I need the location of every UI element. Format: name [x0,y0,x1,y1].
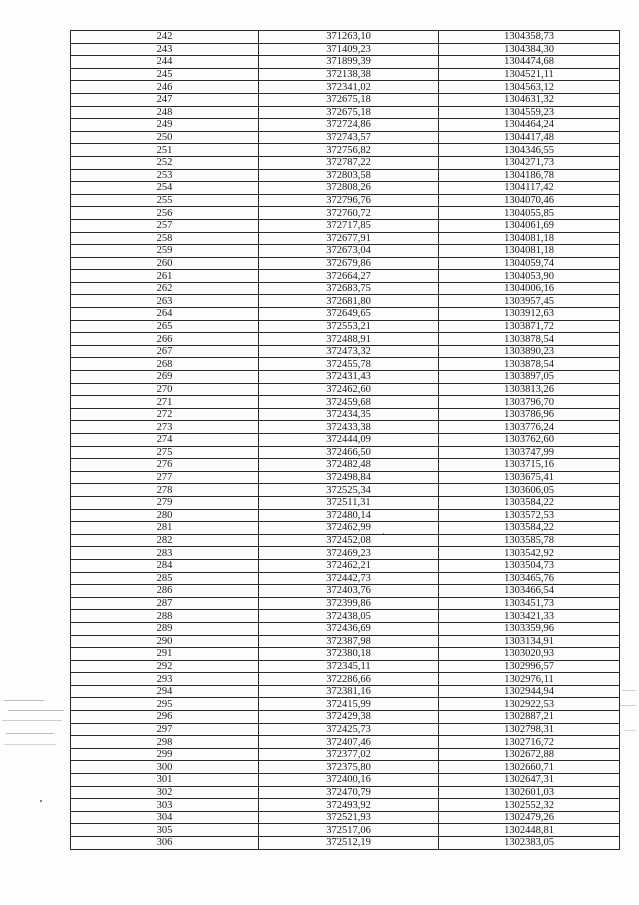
x-coordinate-cell: 372444,09 [259,434,439,447]
x-coordinate-cell: 372387,98 [259,635,439,648]
point-number-cell: 273 [71,421,259,434]
point-number-cell: 255 [71,194,259,207]
point-number-cell: 284 [71,559,259,572]
point-number-cell: 292 [71,660,259,673]
scan-speck [40,800,42,802]
table-row [71,156,620,169]
y-coordinate-cell: 1302601,03 [439,786,620,799]
point-number-cell: 275 [71,446,259,459]
y-coordinate-cell: 1303786,96 [439,408,620,421]
point-number-cell: 303 [71,799,259,812]
x-coordinate-cell: 372803,58 [259,169,439,182]
x-coordinate-cell: 372466,50 [259,446,439,459]
x-coordinate-cell: 372455,78 [259,358,439,371]
point-number-cell: 270 [71,383,259,396]
x-coordinate-cell: 371263,10 [259,31,439,44]
x-coordinate-cell: 372683,75 [259,282,439,295]
y-coordinate-cell: 1304053,90 [439,270,620,283]
point-number-cell: 290 [71,635,259,648]
x-coordinate-cell: 372459,68 [259,396,439,409]
point-number-cell: 280 [71,509,259,522]
scan-artifact [8,710,64,711]
point-number-cell: 277 [71,471,259,484]
point-number-cell: 243 [71,43,259,56]
y-coordinate-cell: 1303542,92 [439,547,620,560]
table-row [71,219,620,232]
x-coordinate-cell: 372436,69 [259,622,439,635]
point-number-cell: 245 [71,68,259,81]
point-number-cell: 287 [71,597,259,610]
table-row [71,333,620,346]
x-coordinate-cell: 372442,73 [259,572,439,585]
table-row [71,761,620,774]
y-coordinate-cell: 1304271,73 [439,156,620,169]
y-coordinate-cell: 1304563,12 [439,81,620,94]
point-number-cell: 288 [71,610,259,623]
y-coordinate-cell: 1302479,26 [439,811,620,824]
point-number-cell: 304 [71,811,259,824]
table-row [71,774,620,787]
y-coordinate-cell: 1302672,88 [439,748,620,761]
table-row [71,786,620,799]
table-row [71,396,620,409]
y-coordinate-cell: 1303776,24 [439,421,620,434]
y-coordinate-cell: 1303878,54 [439,333,620,346]
y-coordinate-cell: 1303504,73 [439,559,620,572]
point-number-cell: 294 [71,685,259,698]
table-row [71,308,620,321]
x-coordinate-cell: 372649,65 [259,308,439,321]
x-coordinate-cell: 372462,60 [259,383,439,396]
y-coordinate-cell: 1304631,32 [439,93,620,106]
table-row [71,408,620,421]
x-coordinate-cell: 372286,66 [259,673,439,686]
coordinates-table-body [71,31,620,850]
point-number-cell: 257 [71,219,259,232]
table-row [71,371,620,384]
point-number-cell: 272 [71,408,259,421]
coordinates-table [70,30,620,850]
point-number-cell: 282 [71,534,259,547]
y-coordinate-cell: 1303585,78 [439,534,620,547]
x-coordinate-cell: 372512,19 [259,837,439,850]
x-coordinate-cell: 372787,22 [259,156,439,169]
point-number-cell: 254 [71,182,259,195]
point-number-cell: 250 [71,131,259,144]
y-coordinate-cell: 1304346,55 [439,144,620,157]
x-coordinate-cell: 372498,84 [259,471,439,484]
point-number-cell: 246 [71,81,259,94]
table-row [71,660,620,673]
y-coordinate-cell: 1302976,11 [439,673,620,686]
x-coordinate-cell: 372429,38 [259,711,439,724]
point-number-cell: 305 [71,824,259,837]
table-row [71,585,620,598]
table-row [71,799,620,812]
point-number-cell: 297 [71,723,259,736]
point-number-cell: 291 [71,648,259,661]
y-coordinate-cell: 1304464,24 [439,119,620,132]
table-row [71,320,620,333]
x-coordinate-cell: 372400,16 [259,774,439,787]
point-number-cell: 269 [71,371,259,384]
x-coordinate-cell: 372480,14 [259,509,439,522]
y-coordinate-cell: 1302647,31 [439,774,620,787]
point-number-cell: 247 [71,93,259,106]
y-coordinate-cell: 1304358,73 [439,31,620,44]
scan-artifact [622,690,636,691]
table-row [71,496,620,509]
x-coordinate-cell: 372808,26 [259,182,439,195]
y-coordinate-cell: 1302996,57 [439,660,620,673]
x-coordinate-cell: 372679,86 [259,257,439,270]
y-coordinate-cell: 1303466,54 [439,585,620,598]
table-row [71,68,620,81]
y-coordinate-cell: 1302887,21 [439,711,620,724]
table-row [71,106,620,119]
scan-artifact [2,720,62,721]
x-coordinate-cell: 372407,46 [259,736,439,749]
y-coordinate-cell: 1302716,72 [439,736,620,749]
x-coordinate-cell: 372677,91 [259,232,439,245]
x-coordinate-cell: 372743,57 [259,131,439,144]
table-row [71,169,620,182]
scan-artifact [4,700,44,701]
scan-speck [383,533,384,534]
point-number-cell: 306 [71,837,259,850]
table-row [71,383,620,396]
x-coordinate-cell: 372431,43 [259,371,439,384]
table-row [71,270,620,283]
y-coordinate-cell: 1303421,33 [439,610,620,623]
point-number-cell: 261 [71,270,259,283]
y-coordinate-cell: 1302552,32 [439,799,620,812]
x-coordinate-cell: 372760,72 [259,207,439,220]
y-coordinate-cell: 1303813,26 [439,383,620,396]
table-row [71,119,620,132]
y-coordinate-cell: 1303359,96 [439,622,620,635]
point-number-cell: 289 [71,622,259,635]
point-number-cell: 283 [71,547,259,560]
y-coordinate-cell: 1303957,45 [439,295,620,308]
table-row [71,56,620,69]
x-coordinate-cell: 372415,99 [259,698,439,711]
y-coordinate-cell: 1303871,72 [439,320,620,333]
point-number-cell: 242 [71,31,259,44]
point-number-cell: 295 [71,698,259,711]
x-coordinate-cell: 372375,80 [259,761,439,774]
x-coordinate-cell: 372488,91 [259,333,439,346]
y-coordinate-cell: 1303465,76 [439,572,620,585]
table-row [71,245,620,258]
y-coordinate-cell: 1304417,48 [439,131,620,144]
y-coordinate-cell: 1304061,69 [439,219,620,232]
y-coordinate-cell: 1302448,81 [439,824,620,837]
x-coordinate-cell: 372469,23 [259,547,439,560]
table-row [71,811,620,824]
y-coordinate-cell: 1303606,05 [439,484,620,497]
table-row [71,434,620,447]
y-coordinate-cell: 1304070,46 [439,194,620,207]
scan-artifact [6,733,54,734]
y-coordinate-cell: 1304474,68 [439,56,620,69]
y-coordinate-cell: 1304081,18 [439,245,620,258]
x-coordinate-cell: 372377,02 [259,748,439,761]
point-number-cell: 279 [71,496,259,509]
point-number-cell: 251 [71,144,259,157]
x-coordinate-cell: 372452,08 [259,534,439,547]
y-coordinate-cell: 1303890,23 [439,345,620,358]
x-coordinate-cell: 372381,16 [259,685,439,698]
table-row [71,522,620,535]
table-row [71,547,620,560]
table-row [71,685,620,698]
point-number-cell: 258 [71,232,259,245]
table-row [71,635,620,648]
x-coordinate-cell: 372675,18 [259,106,439,119]
point-number-cell: 263 [71,295,259,308]
x-coordinate-cell: 372341,02 [259,81,439,94]
point-number-cell: 264 [71,308,259,321]
x-coordinate-cell: 372433,38 [259,421,439,434]
scan-artifact [620,705,636,706]
point-number-cell: 274 [71,434,259,447]
y-coordinate-cell: 1304006,16 [439,282,620,295]
table-row [71,43,620,56]
x-coordinate-cell: 372482,48 [259,459,439,472]
y-coordinate-cell: 1303134,91 [439,635,620,648]
point-number-cell: 281 [71,522,259,535]
point-number-cell: 285 [71,572,259,585]
scan-artifact [624,730,636,731]
point-number-cell: 296 [71,711,259,724]
table-row [71,282,620,295]
x-coordinate-cell: 372345,11 [259,660,439,673]
y-coordinate-cell: 1303715,16 [439,459,620,472]
table-row [71,459,620,472]
table-row [71,81,620,94]
x-coordinate-cell: 372473,32 [259,345,439,358]
scan-artifact [4,744,56,745]
table-row [71,358,620,371]
y-coordinate-cell: 1304186,78 [439,169,620,182]
x-coordinate-cell: 372138,38 [259,68,439,81]
table-row [71,748,620,761]
point-number-cell: 252 [71,156,259,169]
y-coordinate-cell: 1303675,41 [439,471,620,484]
table-row [71,698,620,711]
table-row [71,484,620,497]
point-number-cell: 253 [71,169,259,182]
y-coordinate-cell: 1304055,85 [439,207,620,220]
y-coordinate-cell: 1303912,63 [439,308,620,321]
y-coordinate-cell: 1303796,70 [439,396,620,409]
table-row [71,93,620,106]
y-coordinate-cell: 1304059,74 [439,257,620,270]
point-number-cell: 293 [71,673,259,686]
table-row [71,471,620,484]
x-coordinate-cell: 372664,27 [259,270,439,283]
y-coordinate-cell: 1303878,54 [439,358,620,371]
table-row [71,257,620,270]
x-coordinate-cell: 372511,31 [259,496,439,509]
y-coordinate-cell: 1303451,73 [439,597,620,610]
y-coordinate-cell: 1302383,05 [439,837,620,850]
x-coordinate-cell: 372675,18 [259,93,439,106]
point-number-cell: 262 [71,282,259,295]
x-coordinate-cell: 372525,34 [259,484,439,497]
point-number-cell: 268 [71,358,259,371]
point-number-cell: 298 [71,736,259,749]
x-coordinate-cell: 371409,23 [259,43,439,56]
x-coordinate-cell: 372462,99 [259,522,439,535]
point-number-cell: 278 [71,484,259,497]
point-number-cell: 299 [71,748,259,761]
y-coordinate-cell: 1303897,05 [439,371,620,384]
table-row [71,622,620,635]
x-coordinate-cell: 372517,06 [259,824,439,837]
table-row [71,723,620,736]
x-coordinate-cell: 372681,80 [259,295,439,308]
table-row [71,421,620,434]
point-number-cell: 301 [71,774,259,787]
y-coordinate-cell: 1303572,53 [439,509,620,522]
table-row [71,673,620,686]
y-coordinate-cell: 1304081,18 [439,232,620,245]
x-coordinate-cell: 372470,79 [259,786,439,799]
point-number-cell: 249 [71,119,259,132]
table-row [71,131,620,144]
point-number-cell: 271 [71,396,259,409]
y-coordinate-cell: 1304521,11 [439,68,620,81]
point-number-cell: 286 [71,585,259,598]
x-coordinate-cell: 372434,35 [259,408,439,421]
point-number-cell: 248 [71,106,259,119]
y-coordinate-cell: 1302660,71 [439,761,620,774]
y-coordinate-cell: 1304384,30 [439,43,620,56]
point-number-cell: 244 [71,56,259,69]
table-row [71,736,620,749]
table-row [71,207,620,220]
x-coordinate-cell: 372717,85 [259,219,439,232]
y-coordinate-cell: 1303020,93 [439,648,620,661]
y-coordinate-cell: 1303762,60 [439,434,620,447]
y-coordinate-cell: 1304559,23 [439,106,620,119]
table-row [71,572,620,585]
y-coordinate-cell: 1302922,53 [439,698,620,711]
point-number-cell: 300 [71,761,259,774]
point-number-cell: 266 [71,333,259,346]
x-coordinate-cell: 372673,04 [259,245,439,258]
point-number-cell: 276 [71,459,259,472]
x-coordinate-cell: 372796,76 [259,194,439,207]
point-number-cell: 302 [71,786,259,799]
x-coordinate-cell: 372724,86 [259,119,439,132]
table-row [71,31,620,44]
table-row [71,837,620,850]
table-row [71,824,620,837]
x-coordinate-cell: 372462,21 [259,559,439,572]
x-coordinate-cell: 372399,86 [259,597,439,610]
x-coordinate-cell: 372403,76 [259,585,439,598]
table-row [71,345,620,358]
x-coordinate-cell: 372553,21 [259,320,439,333]
point-number-cell: 267 [71,345,259,358]
x-coordinate-cell: 372438,05 [259,610,439,623]
table-row [71,144,620,157]
y-coordinate-cell: 1303584,22 [439,496,620,509]
y-coordinate-cell: 1304117,42 [439,182,620,195]
y-coordinate-cell: 1303584,22 [439,522,620,535]
table-row [71,534,620,547]
x-coordinate-cell: 372380,18 [259,648,439,661]
x-coordinate-cell: 371899,39 [259,56,439,69]
x-coordinate-cell: 372521,93 [259,811,439,824]
table-row [71,295,620,308]
table-row [71,446,620,459]
x-coordinate-cell: 372493,92 [259,799,439,812]
point-number-cell: 256 [71,207,259,220]
table-row [71,559,620,572]
table-row [71,182,620,195]
table-row [71,597,620,610]
point-number-cell: 265 [71,320,259,333]
y-coordinate-cell: 1303747,99 [439,446,620,459]
table-row [71,194,620,207]
y-coordinate-cell: 1302798,31 [439,723,620,736]
table-row [71,648,620,661]
x-coordinate-cell: 372425,73 [259,723,439,736]
x-coordinate-cell: 372756,82 [259,144,439,157]
point-number-cell: 260 [71,257,259,270]
table-row [71,232,620,245]
table-row [71,711,620,724]
y-coordinate-cell: 1302944,94 [439,685,620,698]
table-row [71,610,620,623]
point-number-cell: 259 [71,245,259,258]
table-row [71,509,620,522]
